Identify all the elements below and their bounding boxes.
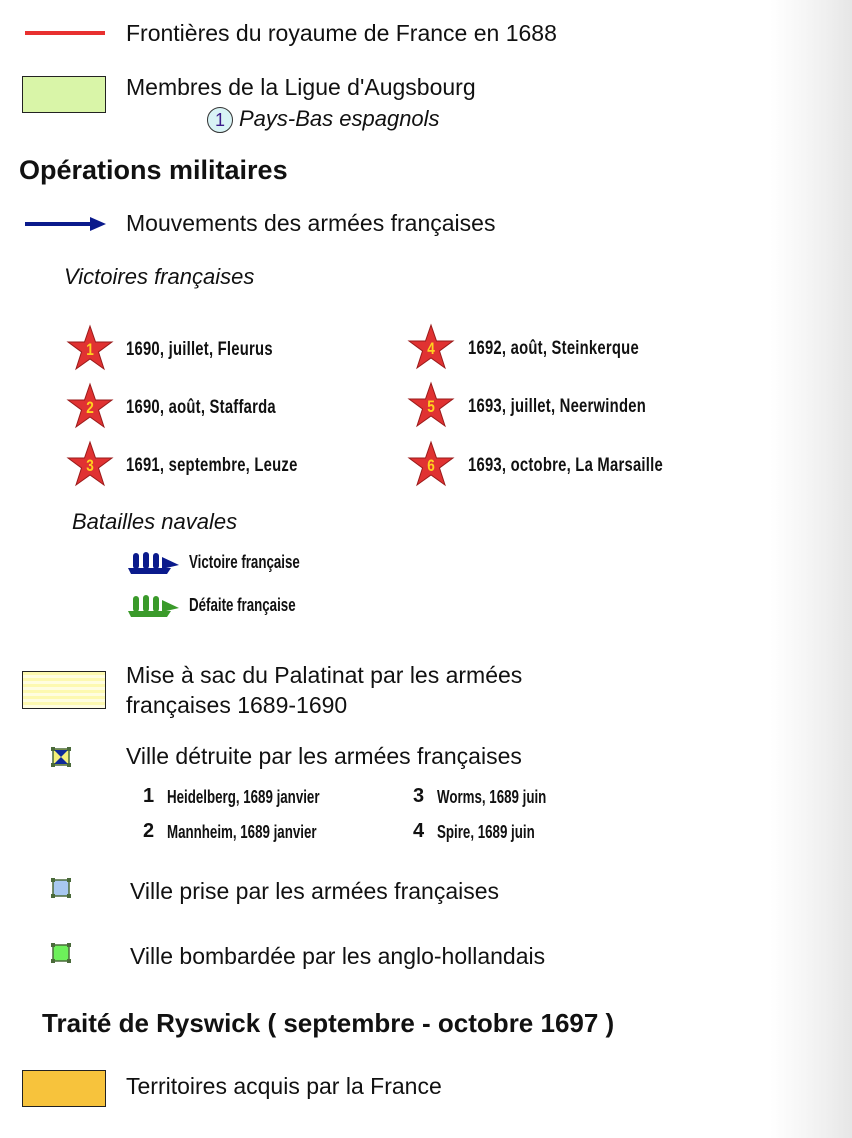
naval-label: Victoire française <box>189 552 300 572</box>
legend-label: Frontières du royaume de France en 1688 <box>126 20 557 46</box>
victory-label: 1690, juillet, Fleurus <box>126 339 273 360</box>
yellow-striped-swatch-icon <box>22 671 106 709</box>
green-ship-icon <box>127 592 183 618</box>
taken-city-icon <box>50 877 72 899</box>
legend-label: Territoires acquis par la France <box>126 1073 442 1099</box>
orange-swatch-icon <box>22 1070 106 1107</box>
subsection-title-victories: Victoires françaises <box>64 264 255 289</box>
star-icon: 4 <box>407 323 455 371</box>
ligue-sub-label: Pays-Bas espagnols <box>239 106 440 131</box>
victory-label: 1691, septembre, Leuze <box>126 455 298 476</box>
legend-label-line1: Mise à sac du Palatinat par les armées <box>126 662 523 688</box>
naval-label: Défaite française <box>189 595 296 615</box>
victory-label: 1693, juillet, Neerwinden <box>468 396 646 417</box>
light-green-swatch-icon <box>22 76 106 113</box>
legend-label: Ville bombardée par les anglo-hollandais <box>130 943 546 969</box>
section-title-operations: Opérations militaires <box>19 155 288 185</box>
star-icon: 2 <box>66 382 114 430</box>
victory-label: 1693, octobre, La Marsaille <box>468 455 663 476</box>
star-icon: 3 <box>66 440 114 488</box>
star-icon: 1 <box>66 324 114 372</box>
star-icon: 6 <box>407 440 455 488</box>
red-line-icon <box>25 31 105 35</box>
blue-ship-icon <box>127 549 183 575</box>
section-title-ryswick: Traité de Ryswick ( septembre - octobre 1697 ) <box>42 1008 615 1038</box>
legend-label-line2: françaises 1689-1690 <box>126 692 348 718</box>
legend-label: Membres de la Ligue d'Augsbourg <box>126 74 476 100</box>
victory-label: 1692, août, Steinkerque <box>468 338 639 359</box>
destroyed-city-icon <box>50 746 72 768</box>
bombarded-city-icon <box>50 942 72 964</box>
legend-label: Mouvements des armées françaises <box>126 210 496 236</box>
legend-label: Ville détruite par les armées françaises <box>126 743 522 769</box>
legend-label: Ville prise par les armées françaises <box>130 878 500 904</box>
victory-label: 1690, août, Staffarda <box>126 397 276 418</box>
subsection-title-naval: Batailles navales <box>72 509 238 534</box>
star-icon: 5 <box>407 381 455 429</box>
blue-arrow-icon <box>22 214 110 234</box>
circled-number-icon: 1 <box>207 107 233 133</box>
